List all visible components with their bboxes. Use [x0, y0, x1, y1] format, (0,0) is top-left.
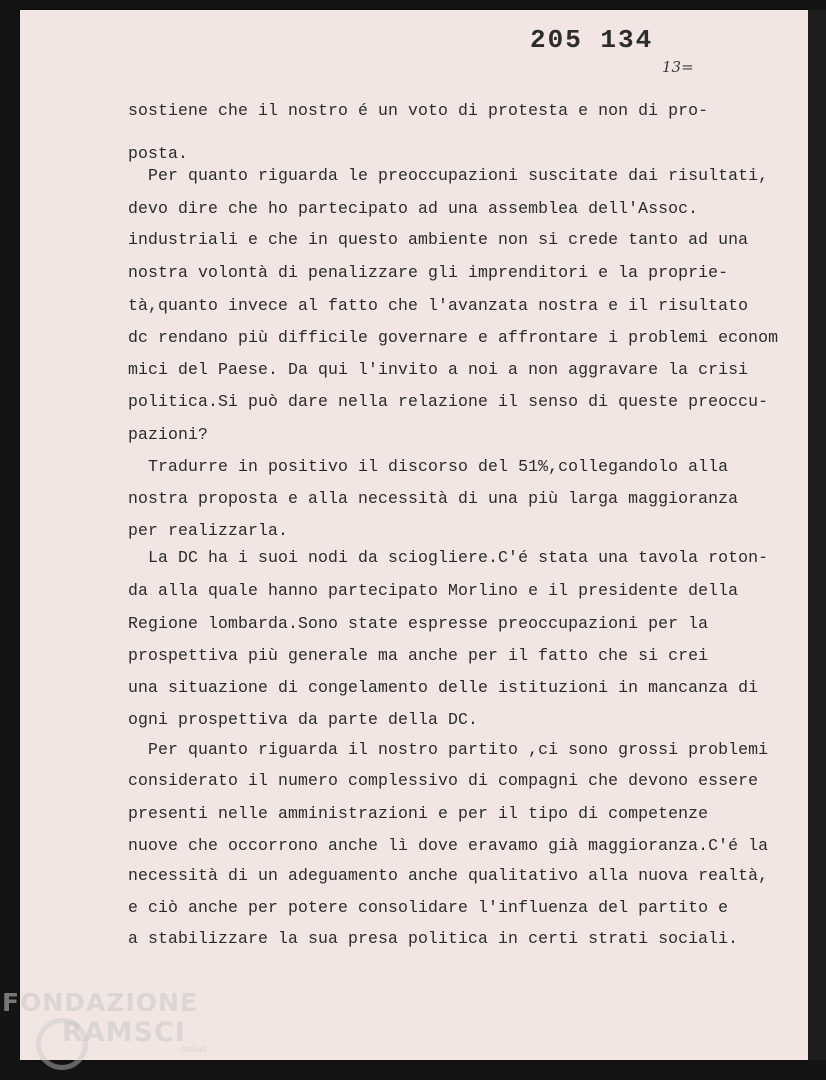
text-line: ogni prospettiva da parte della DC. — [128, 710, 479, 729]
text-line: pazioni? — [128, 425, 209, 444]
text-line: tà,quanto invece al fatto che l'avanzata nostra e il risultato — [128, 296, 749, 315]
scan-edge — [808, 10, 826, 1060]
text-line: La DC ha i suoi nodi da sciogliere.C'é stata una tavola roton- — [128, 548, 769, 567]
text-line: industriali e che in questo ambiente non si crede tanto ad una — [128, 230, 749, 249]
text-line: una situazione di congelamento delle istituzioni in mancanza di — [128, 678, 759, 697]
text-line: sostiene che il nostro é un voto di protesta e non di pro- — [128, 101, 709, 120]
page-number: 205 134 — [530, 25, 654, 55]
text-line: per realizzarla. — [128, 521, 289, 540]
handwritten-note: 13= — [662, 58, 694, 76]
text-line: necessità di un adeguamento anche qualitativo alla nuova realtà, — [128, 866, 769, 885]
watermark — [2, 988, 207, 1055]
text-line: politica.Si può dare nella relazione il senso di queste preoccu- — [128, 392, 769, 411]
text-line: nuove che occorrono anche lì dove eravamo già maggioranza.C'é la — [128, 836, 769, 855]
text-line: Tradurre in positivo il discorso del 51%,collegandolo alla — [128, 457, 729, 476]
text-line: Per quanto riguarda le preoccupazioni suscitate dai risultati, — [128, 166, 769, 185]
text-line: mici del Paese. Da qui l'invito a noi a non aggravare la crisi — [128, 360, 749, 379]
text-line: devo dire che ho partecipato ad una assemblea dell'Assoc. — [128, 199, 699, 218]
text-line: Per quanto riguarda il nostro partito ,ci sono grossi problemi — [128, 740, 769, 759]
text-line: prospettiva più generale ma anche per il fatto che si crei — [128, 646, 709, 665]
text-line: nostra volontà di penalizzare gli imprenditori e la proprie- — [128, 263, 729, 282]
text-line: a stabilizzare la sua presa politica in certi strati sociali. — [128, 929, 739, 948]
watermark-line-1: FONDAZIONE — [2, 988, 199, 1017]
watermark-line-3: onlus — [180, 1044, 207, 1055]
text-line: presenti nelle amministrazioni e per il tipo di competenze — [128, 804, 709, 823]
text-line: nostra proposta e alla necessità di una più larga maggioranza — [128, 489, 739, 508]
text-line: e ciò anche per potere consolidare l'influenza del partito e — [128, 898, 729, 917]
text-line: dc rendano più difficile governare e affrontare i problemi econom — [128, 328, 779, 347]
text-line: posta. — [128, 144, 189, 163]
text-line: Regione lombarda.Sono state espresse preoccupazioni per la — [128, 614, 709, 633]
text-line: da alla quale hanno partecipato Morlino e il presidente della — [128, 581, 739, 600]
text-line: considerato il numero complessivo di compagni che devono essere — [128, 771, 759, 790]
watermark-line-2: RAMSCI — [62, 1017, 186, 1048]
